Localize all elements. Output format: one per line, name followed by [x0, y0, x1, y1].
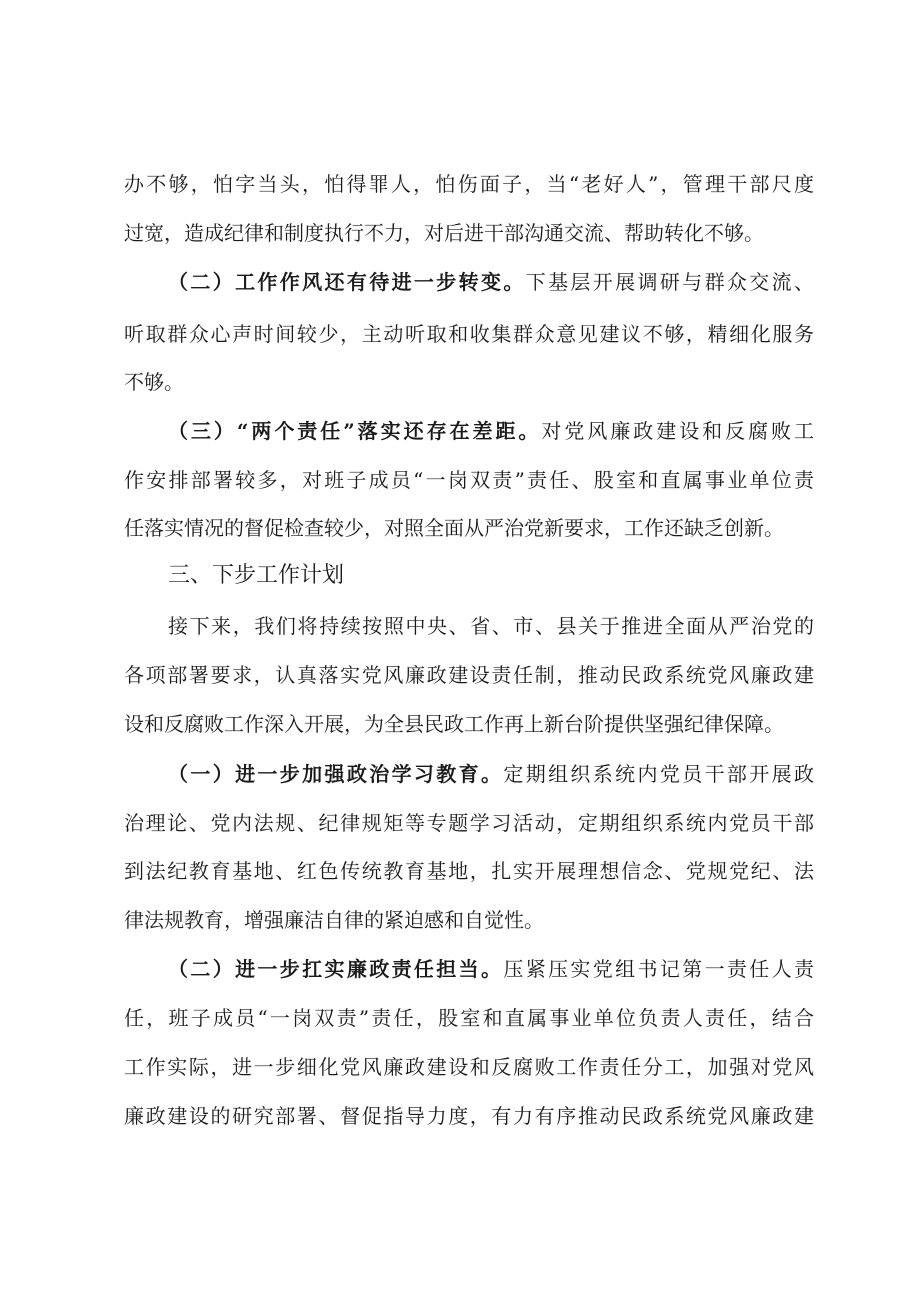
body-line: 听取群众心声时间较少，主动听取和收集群众意见建议不够，精细化服务	[124, 322, 814, 346]
section-3-1-title: （一）进一步加强政治学习教育。	[168, 762, 504, 786]
body-line: 任落实情况的督促检查较少，对照全面从严治党新要求，工作还缺乏创新。	[124, 516, 784, 540]
body-line: 任，班子成员“一岗双责”责任，股室和直属事业单位负责人责任，结合	[124, 1006, 814, 1030]
body-line: 接下来，我们将持续按照中央、省、市、县关于推进全面从严治党的	[168, 614, 814, 638]
section-2-3-first-line: （三）“两个责任”落实还存在差距。对党风廉政建设和反腐败工	[168, 419, 814, 443]
section-2-2-title: （二）工作作风还有待进一步转变。	[168, 270, 526, 294]
section-2-3-title: （三）“两个责任”落实还存在差距。	[168, 419, 542, 443]
body-line: 作安排部署较多，对班子成员“一岗双责”责任、股室和直属事业单位责	[124, 468, 814, 492]
section-3-heading: 三、下步工作计划	[168, 563, 345, 588]
body-line: 律法规教育，增强廉洁自律的紧迫感和自觉性。	[124, 908, 544, 932]
body-line: 到法纪教育基地、红色传统教育基地，扎实开展理想信念、党规党纪、法	[124, 859, 814, 883]
body-line: 廉政建设的研究部署、督促指导力度，有力有序推动民政系统党风廉政建	[124, 1104, 814, 1128]
body-line: 工作实际，进一步细化党风廉政建设和反腐败工作责任分工，加强对党风	[124, 1055, 814, 1079]
body-line: 各项部署要求，认真落实党风廉政建设责任制，推动民政系统党风廉政建	[124, 663, 814, 687]
body-line: 过宽，造成纪律和制度执行不力，对后进干部沟通交流、帮助转化不够。	[124, 221, 764, 245]
body-line: 治理论、党内法规、纪律规矩等专题学习活动，定期组织系统内党员干部	[124, 811, 814, 835]
body-line: 设和反腐败工作深入开展，为全县民政工作再上新台阶提供坚强纪律保障。	[124, 712, 784, 736]
section-3-2-title: （二）进一步扛实廉政责任担当。	[168, 957, 504, 981]
section-2-2-first-line: （二）工作作风还有待进一步转变。下基层开展调研与群众交流、	[168, 270, 814, 294]
body-line: 办不够，怕字当头，怕得罪人，怕伤面子，当“老好人”，管理干部尺度	[124, 172, 814, 196]
section-3-2-first-line: （二）进一步扛实廉政责任担当。压紧压实党组书记第一责任人责	[168, 957, 814, 981]
body-line: 不够。	[124, 370, 184, 394]
section-3-1-first-line: （一）进一步加强政治学习教育。定期组织系统内党员干部开展政	[168, 762, 814, 786]
